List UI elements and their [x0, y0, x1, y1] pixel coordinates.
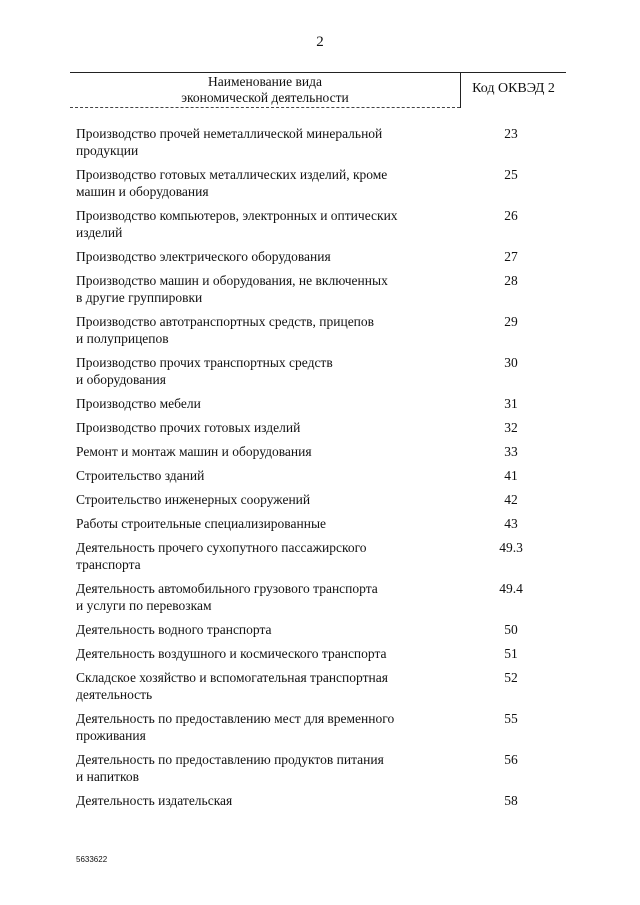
activity-name-line: Производство машин и оборудования, не включенных — [76, 273, 388, 288]
okved-code: 51 — [504, 646, 518, 661]
okved-code: 49.3 — [499, 540, 523, 555]
table-row — [76, 419, 576, 436]
okved-code: 29 — [504, 314, 518, 329]
activity-name-line: и услуги по перевозкам — [76, 598, 212, 613]
table-body — [76, 125, 576, 816]
table-row — [76, 467, 576, 484]
activity-name — [76, 491, 436, 508]
table-row — [76, 669, 576, 703]
activity-name-line: продукции — [76, 143, 139, 158]
okved-code: 58 — [504, 793, 518, 808]
okved-code: 31 — [504, 396, 518, 411]
activity-name — [76, 751, 436, 785]
activity-name — [76, 354, 436, 388]
activity-name — [76, 580, 436, 614]
activity-name — [76, 125, 436, 159]
page-number: 2 — [316, 34, 324, 50]
okved-code: 56 — [504, 752, 518, 767]
activity-name-line: в другие группировки — [76, 290, 203, 305]
activity-name-line: Работы строительные специализированные — [76, 516, 327, 531]
activity-name-line: Производство готовых металлических изделий, кроме — [76, 167, 388, 182]
activity-name-line: Ремонт и монтаж машин и оборудования — [76, 444, 312, 459]
activity-name — [76, 467, 436, 484]
okved-code: 50 — [504, 622, 518, 637]
activity-name — [76, 207, 436, 241]
activity-name-line: проживания — [76, 728, 146, 743]
table-row — [76, 539, 576, 573]
okved-code: 23 — [504, 126, 518, 141]
activity-name-line: Строительство зданий — [76, 468, 205, 483]
activity-name — [76, 272, 436, 306]
table-row — [76, 207, 576, 241]
activity-name — [76, 313, 436, 347]
table-row — [76, 751, 576, 785]
header-okved-code: Код ОКВЭД 2 — [472, 81, 555, 96]
okved-code: 52 — [504, 670, 518, 685]
table-row — [76, 125, 576, 159]
activity-name-line: Деятельность по предоставлению продуктов питания — [76, 752, 384, 767]
okved-code: 26 — [504, 208, 518, 223]
table-row — [76, 621, 576, 638]
activity-name-line: и оборудования — [76, 372, 166, 387]
activity-name-line: Деятельность водного транспорта — [76, 622, 272, 637]
activity-name-line: Производство прочих готовых изделий — [76, 420, 301, 435]
table-row — [76, 792, 576, 809]
activity-name-line: транспорта — [76, 557, 141, 572]
okved-code: 28 — [504, 273, 518, 288]
activity-name — [76, 645, 436, 662]
okved-code: 49.4 — [499, 581, 523, 596]
okved-code: 25 — [504, 167, 518, 182]
okved-code: 42 — [504, 492, 518, 507]
table-row — [76, 580, 576, 614]
table-row — [76, 354, 576, 388]
table-row — [76, 272, 576, 306]
header-activity-name-line1: Наименование вида — [208, 74, 322, 89]
activity-name — [76, 621, 436, 638]
activity-name-line: Складское хозяйство и вспомогательная транспортная — [76, 670, 388, 685]
activity-name — [76, 792, 436, 809]
table-row — [76, 166, 576, 200]
activity-name-line: и напитков — [76, 769, 139, 784]
header-activity-name — [70, 74, 460, 106]
activity-name — [76, 419, 436, 436]
okved-code: 43 — [504, 516, 518, 531]
table-row — [76, 515, 576, 532]
okved-code: 27 — [504, 249, 518, 264]
table-header — [70, 72, 566, 108]
header-bottom-rule — [70, 107, 460, 108]
header-activity-name-line2: экономической деятельности — [181, 90, 349, 105]
activity-name-line: Деятельность по предоставлению мест для временного — [76, 711, 395, 726]
activity-name — [76, 395, 436, 412]
activity-name-line: Строительство инженерных сооружений — [76, 492, 311, 507]
activity-name — [76, 669, 436, 703]
activity-name-line: Производство прочих транспортных средств — [76, 355, 333, 370]
okved-code: 41 — [504, 468, 518, 483]
table-row — [76, 248, 576, 265]
activity-name — [76, 539, 436, 573]
activity-name — [76, 515, 436, 532]
activity-name-line: Производство компьютеров, электронных и оптических — [76, 208, 398, 223]
activity-name-line: Деятельность автомобильного грузового транспорта — [76, 581, 378, 596]
activity-name — [76, 248, 436, 265]
activity-name — [76, 166, 436, 200]
activity-name — [76, 710, 436, 744]
document-id: 5633622 — [76, 855, 108, 864]
okved-code: 55 — [504, 711, 518, 726]
table-row — [76, 313, 576, 347]
activity-name-line: Производство мебели — [76, 396, 201, 411]
table-row — [76, 443, 576, 460]
activity-name-line: Производство автотранспортных средств, прицепов — [76, 314, 375, 329]
okved-code: 30 — [504, 355, 518, 370]
table-row — [76, 395, 576, 412]
okved-code: 33 — [504, 444, 518, 459]
activity-name-line: Деятельность прочего сухопутного пассажирского — [76, 540, 367, 555]
header-top-rule — [70, 72, 566, 73]
okved-code: 32 — [504, 420, 518, 435]
table-row — [76, 710, 576, 744]
activity-name — [76, 443, 436, 460]
activity-name-line: машин и оборудования — [76, 184, 209, 199]
table-row — [76, 491, 576, 508]
activity-name-line: Деятельность издательская — [76, 793, 233, 808]
activity-name-line: Производство прочей неметаллической минеральной — [76, 126, 383, 141]
activity-name-line: деятельность — [76, 687, 153, 702]
activity-name-line: Деятельность воздушного и космического транспорта — [76, 646, 387, 661]
table-row — [76, 645, 576, 662]
activity-name-line: Производство электрического оборудования — [76, 249, 331, 264]
activity-name-line: изделий — [76, 225, 123, 240]
activity-name-line: и полуприцепов — [76, 331, 169, 346]
